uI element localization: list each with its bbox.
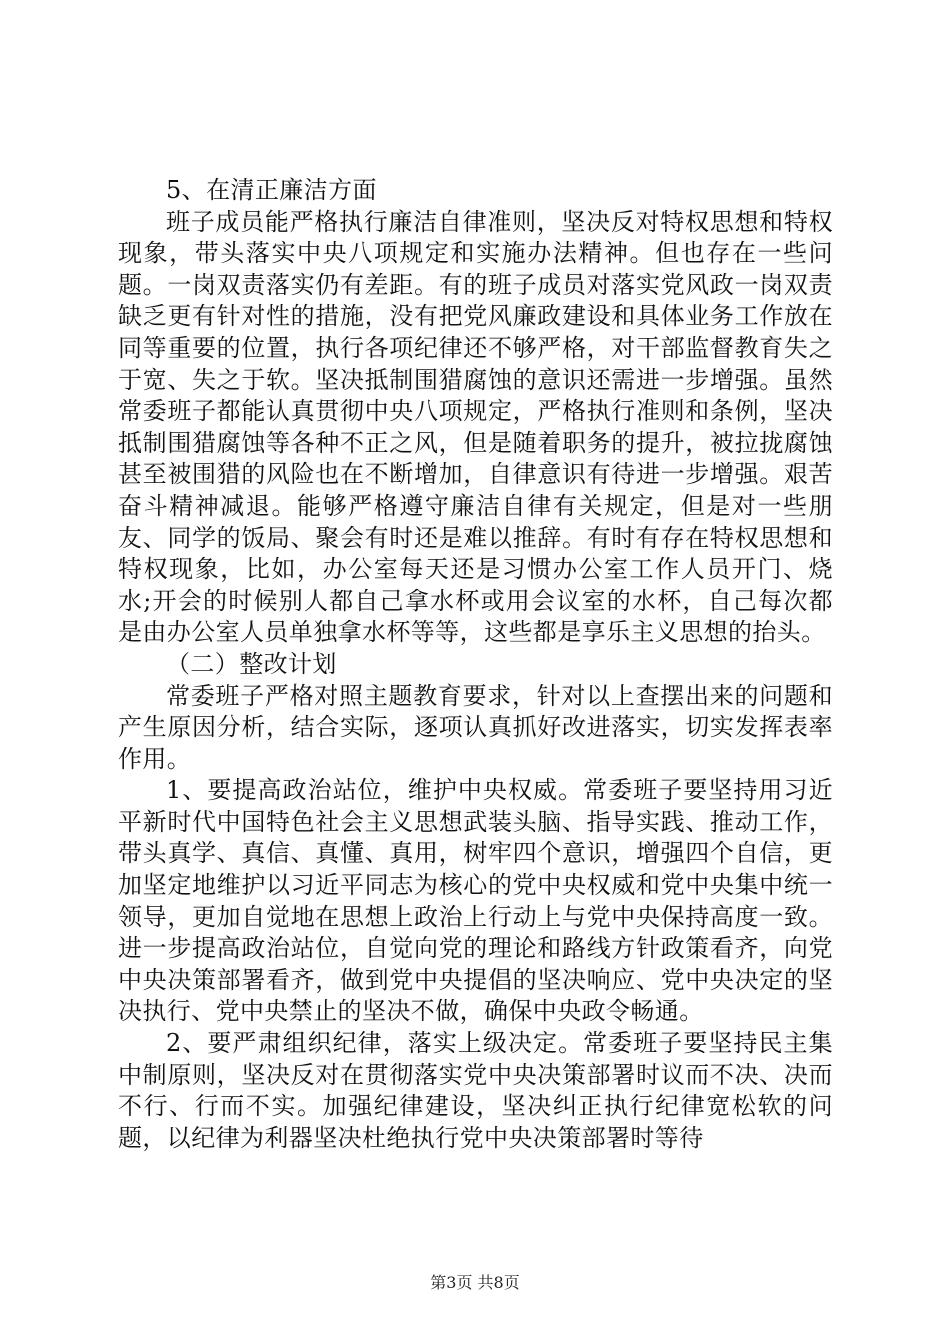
document-body bbox=[118, 175, 833, 1154]
paragraph-plan-intro: 常委班子严格对照主题教育要求，针对以上查摆出来的问题和产生原因分析，结合实际，逐项认真抓好改进落实，切实发挥表率作用。 bbox=[118, 681, 833, 773]
section-heading-integrity: 5、在清正廉洁方面 bbox=[166, 176, 377, 204]
paragraph-plan-item-2: 2、要严肃组织纪律，落实上级决定。常委班子要坚持民主集中制原则，坚决反对在贯彻落实党中央决策部署时议而不决、决而不行、行而不实。加强纪律建设，坚决纠正执行纪律宽松软的问题，以纪律为利器坚决杜绝执行党中央决策部署时等待 bbox=[118, 1029, 833, 1152]
paragraph-integrity-body: 班子成员能严格执行廉洁自律准则，坚决反对特权思想和特权现象，带头落实中央八项规定和实施办法精神。但也存在一些问题。一岗双责落实仍有差距。有的班子成员对落实党风政一岗双责缺乏更有针对性的措施，没有把党风廉政建设和具体业务工作放在同等重要的位置，执行各项纪律还不够严格，对干部监督教育失之于宽、失之于软。坚决抵制围猎腐蚀的意识还需进一步增强。虽然常委班子都能认真贯彻中央八项规定，严格执行准则和条例，坚决抵制围猎腐蚀等各种不正之风，但是随着职务的提升，被拉拢腐蚀甚至被围猎的风险也在不断增加，自律意识有待进一步增强。艰苦奋斗精神减退。能够严格遵守廉洁自律有关规定，但是对一些朋友、同学的饭局、聚会有时还是难以推辞。有时有存在特权思想和特权现象，比如，办公室每天还是习惯办公室工作人员开门、烧水;开会的时候别人都自己拿水杯或用会议室的水杯，自己每次都是由办公室人员单独拿水杯等等，这些都是享乐主义思想的抬头。 bbox=[118, 207, 833, 647]
section-heading-rectification-plan: （二）整改计划 bbox=[166, 649, 337, 678]
page-number-footer: 第3页 共8页 bbox=[430, 1273, 520, 1292]
paragraph-plan-item-1: 1、要提高政治站位，维护中央权威。常委班子要坚持用习近平新时代中国特色社会主义思想武装头脑、指导实践、推动工作，带头真学、真信、真懂、真用，树牢四个意识，增强四个自信，更加坚定地维护以习近平同志为核心的党中央权威和党中央集中统一领导，更加自觉地在思想上政治上行动上与党中央保持高度一致。进一步提高政治站位，自觉向党的理论和路线方针政策看齐，向党中央决策部署看齐，做到党中央提倡的坚决响应、党中央决定的坚决执行、党中央禁止的坚决不做，确保中央政令畅通。 bbox=[118, 776, 833, 1026]
